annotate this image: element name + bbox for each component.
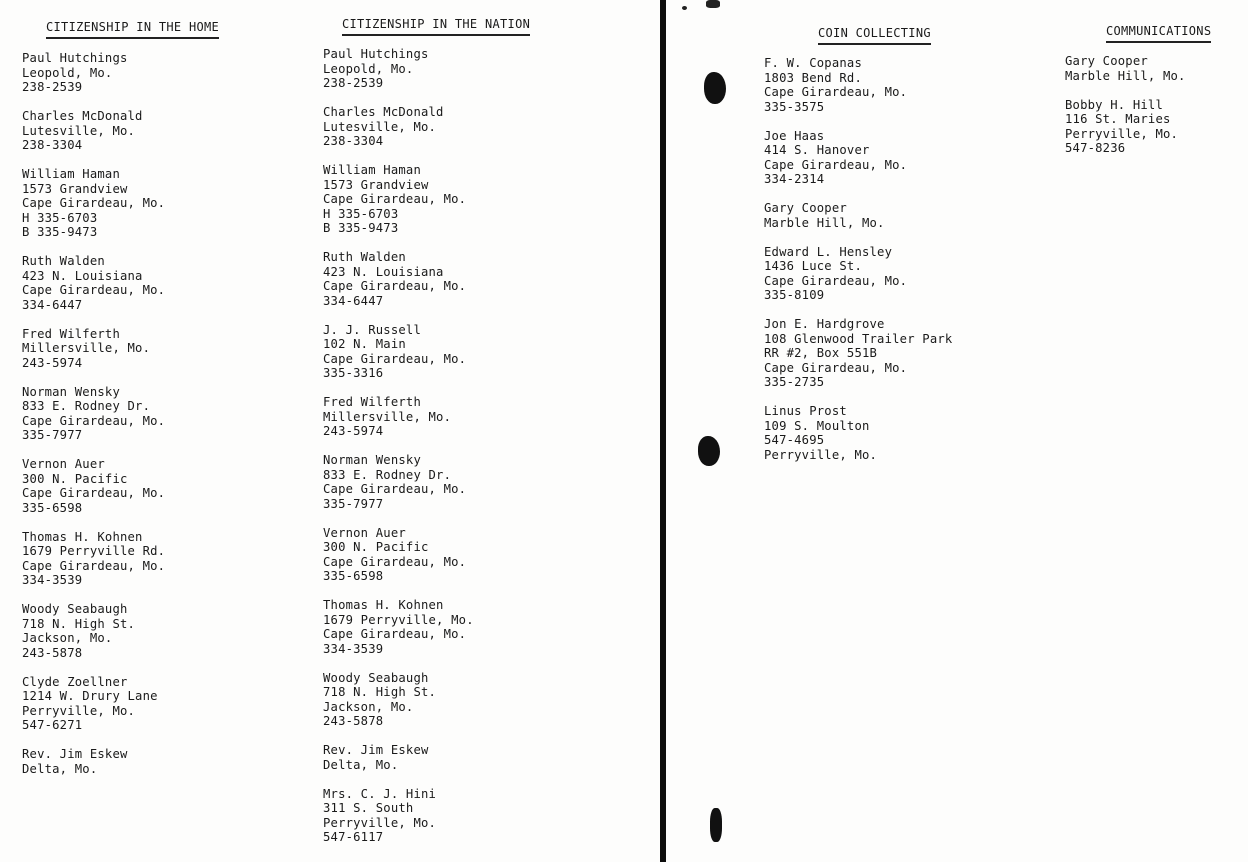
contact-detail: 414 S. Hanover	[764, 143, 870, 157]
contact-name: Thomas H. Kohnen	[22, 529, 143, 544]
contact-detail: 243-5974	[323, 424, 384, 438]
contact-detail: Cape Girardeau, Mo.	[323, 192, 467, 206]
contact-detail: 547-8236	[1065, 141, 1126, 155]
contact-entry	[323, 395, 474, 439]
contact-entry	[323, 323, 474, 381]
contact-entry	[22, 675, 165, 733]
contact-entry	[323, 671, 474, 729]
contact-entry	[22, 109, 165, 153]
contact-name: Woody Seabaugh	[22, 602, 128, 616]
contact-entry	[22, 51, 165, 95]
contact-entry	[323, 743, 474, 772]
contact-detail: 1803 Bend Rd.	[764, 70, 862, 85]
contact-detail: Lutesville, Mo.	[22, 123, 136, 138]
contact-detail: 547-6271	[22, 718, 83, 732]
contact-detail: Cape Girardeau, Mo.	[323, 482, 467, 496]
contact-detail: 335-3575	[764, 99, 825, 114]
contact-name: Joe Haas	[764, 128, 825, 143]
contact-detail: Jackson, Mo.	[323, 699, 414, 714]
contact-detail: 108 Glenwood Trailer Park	[764, 331, 953, 346]
contact-detail: 243-5878	[22, 645, 83, 660]
contact-list	[323, 47, 474, 859]
contact-detail: 334-3539	[323, 641, 384, 656]
contact-entry	[323, 453, 474, 511]
contact-detail: 1679 Perryville, Mo.	[323, 612, 474, 627]
contact-entry	[764, 245, 952, 303]
contact-entry	[323, 105, 474, 149]
contact-detail: Leopold, Mo.	[22, 65, 113, 80]
contact-detail: 335-7977	[22, 428, 83, 442]
contact-detail: 547-4695	[764, 433, 825, 447]
contact-detail: 334-2314	[764, 172, 825, 186]
contact-detail: Millersville, Mo.	[323, 409, 452, 424]
contact-detail: 116 St. Maries	[1065, 112, 1171, 126]
contact-name: Paul Hutchings	[323, 47, 429, 61]
contact-name: Thomas H. Kohnen	[323, 598, 444, 612]
contact-entry	[22, 530, 165, 588]
contact-detail: Cape Girardeau, Mo.	[22, 196, 166, 210]
contact-detail: 238-3304	[323, 134, 384, 148]
column-heading: CITIZENSHIP IN THE NATION	[342, 17, 530, 36]
contact-detail: 334-3539	[22, 573, 83, 587]
contact-entry	[323, 47, 474, 91]
contact-detail: Perryville, Mo.	[22, 703, 136, 718]
contact-detail: 335-2735	[764, 375, 825, 389]
contact-entry	[764, 129, 952, 187]
contact-name: Vernon Auer	[323, 525, 406, 540]
punch-hole	[710, 808, 722, 842]
contact-detail: 547-6117	[323, 830, 384, 844]
contact-entry	[22, 327, 165, 371]
contact-detail: 335-7977	[323, 496, 384, 511]
contact-detail: Cape Girardeau, Mo.	[22, 558, 166, 573]
contact-detail: 311 S. South	[323, 801, 414, 815]
contact-entry	[323, 163, 474, 236]
contact-name: Paul Hutchings	[22, 51, 128, 65]
contact-detail: Cape Girardeau, Mo.	[323, 279, 467, 293]
contact-name: Bobby H. Hill	[1065, 97, 1163, 112]
contact-detail: Cape Girardeau, Mo.	[323, 627, 467, 641]
contact-detail: 102 N. Main	[323, 337, 406, 351]
contact-detail: 1573 Grandview	[22, 181, 128, 196]
contact-detail: Delta, Mo.	[22, 761, 98, 776]
contact-name: J. J. Russell	[323, 322, 421, 337]
contact-name: Rev. Jim Eskew	[22, 747, 128, 761]
contact-detail: 1214 W. Drury Lane	[22, 689, 158, 703]
contact-entry	[764, 56, 952, 114]
contact-entry	[22, 602, 165, 660]
contact-detail: H 335-6703	[22, 210, 98, 225]
column-heading: CITIZENSHIP IN THE HOME	[46, 20, 219, 39]
contact-detail: Delta, Mo.	[323, 757, 399, 772]
column-heading: COIN COLLECTING	[818, 26, 931, 45]
contact-detail: Cape Girardeau, Mo.	[22, 283, 166, 297]
contact-detail: 243-5974	[22, 355, 83, 370]
contact-entry	[22, 254, 165, 312]
contact-name: Gary Cooper	[764, 201, 847, 215]
contact-detail: 423 N. Louisiana	[22, 268, 143, 283]
contact-detail: 335-3316	[323, 366, 384, 380]
scan-speck	[682, 6, 687, 10]
contact-entry	[764, 317, 952, 390]
contact-name: Clyde Zoellner	[22, 674, 128, 689]
contact-detail: 335-8109	[764, 288, 825, 302]
contact-list	[1065, 54, 1186, 170]
column-heading: COMMUNICATIONS	[1106, 24, 1211, 43]
contact-entry	[323, 787, 474, 845]
contact-entry	[1065, 54, 1186, 83]
contact-detail: RR #2, Box 551B	[764, 346, 878, 360]
contact-name: Linus Prost	[764, 404, 847, 418]
contact-name: William Haman	[22, 167, 120, 181]
contact-detail: 335-6598	[22, 500, 83, 515]
contact-detail: 1573 Grandview	[323, 177, 429, 192]
contact-detail: 718 N. High St.	[323, 685, 437, 699]
contact-detail: Cape Girardeau, Mo.	[323, 554, 467, 569]
contact-name: Gary Cooper	[1065, 54, 1148, 68]
contact-detail: Cape Girardeau, Mo.	[22, 486, 166, 500]
contact-entry	[22, 167, 165, 240]
contact-detail: Perryville, Mo.	[764, 447, 878, 462]
contact-detail: 238-2539	[22, 80, 83, 94]
contact-detail: Perryville, Mo.	[323, 815, 437, 830]
scan-speck	[706, 0, 720, 8]
contact-list	[764, 56, 952, 477]
contact-entry	[22, 747, 165, 776]
contact-detail: B 335-9473	[22, 225, 98, 239]
contact-detail: Cape Girardeau, Mo.	[764, 157, 908, 172]
contact-detail: Marble Hill, Mo.	[1065, 68, 1186, 83]
punch-hole	[704, 72, 726, 104]
contact-name: Edward L. Hensley	[764, 244, 893, 259]
contact-detail: Cape Girardeau, Mo.	[22, 413, 166, 428]
contact-detail: 833 E. Rodney Dr.	[323, 467, 452, 482]
contact-name: Fred Wilferth	[323, 395, 421, 409]
contact-name: Norman Wensky	[323, 453, 421, 467]
contact-name: Fred Wilferth	[22, 326, 120, 341]
contact-name: Charles McDonald	[22, 109, 143, 123]
contact-detail: Lutesville, Mo.	[323, 119, 437, 134]
contact-detail: Cape Girardeau, Mo.	[764, 85, 908, 99]
contact-name: Mrs. C. J. Hini	[323, 786, 437, 801]
contact-name: Ruth Walden	[323, 250, 406, 264]
contact-entry	[323, 526, 474, 584]
contact-detail: 718 N. High St.	[22, 616, 136, 631]
punch-hole	[698, 436, 720, 466]
contact-detail: 238-3304	[22, 138, 83, 152]
contact-detail: 833 E. Rodney Dr.	[22, 399, 151, 413]
contact-detail: 335-6598	[323, 569, 384, 583]
contact-detail: 334-6447	[22, 297, 83, 312]
contact-detail: Marble Hill, Mo.	[764, 215, 885, 230]
contact-detail: 1436 Luce St.	[764, 259, 862, 273]
contact-detail: Cape Girardeau, Mo.	[764, 273, 908, 288]
contact-name: Jon E. Hardgrove	[764, 317, 885, 331]
contact-list	[22, 51, 165, 791]
contact-name: F. W. Copanas	[764, 56, 862, 70]
contact-entry	[764, 201, 952, 230]
contact-name: William Haman	[323, 163, 421, 177]
contact-entry	[764, 404, 952, 462]
contact-detail: 243-5878	[323, 714, 384, 728]
contact-entry	[22, 385, 165, 443]
contact-detail: 334-6447	[323, 293, 384, 308]
contact-detail: Millersville, Mo.	[22, 341, 151, 355]
contact-detail: H 335-6703	[323, 206, 399, 221]
contact-detail: Cape Girardeau, Mo.	[764, 360, 908, 375]
contact-name: Vernon Auer	[22, 457, 105, 471]
contact-name: Charles McDonald	[323, 105, 444, 119]
contact-detail: 109 S. Moulton	[764, 418, 870, 433]
contact-name: Rev. Jim Eskew	[323, 743, 429, 757]
contact-name: Ruth Walden	[22, 254, 105, 268]
contact-name: Woody Seabaugh	[323, 670, 429, 685]
contact-entry	[1065, 98, 1186, 156]
contact-entry	[323, 598, 474, 656]
contact-detail: 1679 Perryville Rd.	[22, 544, 166, 558]
contact-entry	[22, 457, 165, 515]
contact-detail: 423 N. Louisiana	[323, 264, 444, 279]
contact-detail: Perryville, Mo.	[1065, 126, 1179, 141]
contact-name: Norman Wensky	[22, 384, 120, 399]
contact-detail: 300 N. Pacific	[22, 471, 128, 486]
contact-detail: Jackson, Mo.	[22, 631, 113, 645]
contact-detail: B 335-9473	[323, 221, 399, 235]
contact-detail: Leopold, Mo.	[323, 61, 414, 76]
contact-detail: 238-2539	[323, 76, 384, 90]
contact-entry	[323, 250, 474, 308]
contact-detail: 300 N. Pacific	[323, 540, 429, 554]
contact-detail: Cape Girardeau, Mo.	[323, 351, 467, 366]
